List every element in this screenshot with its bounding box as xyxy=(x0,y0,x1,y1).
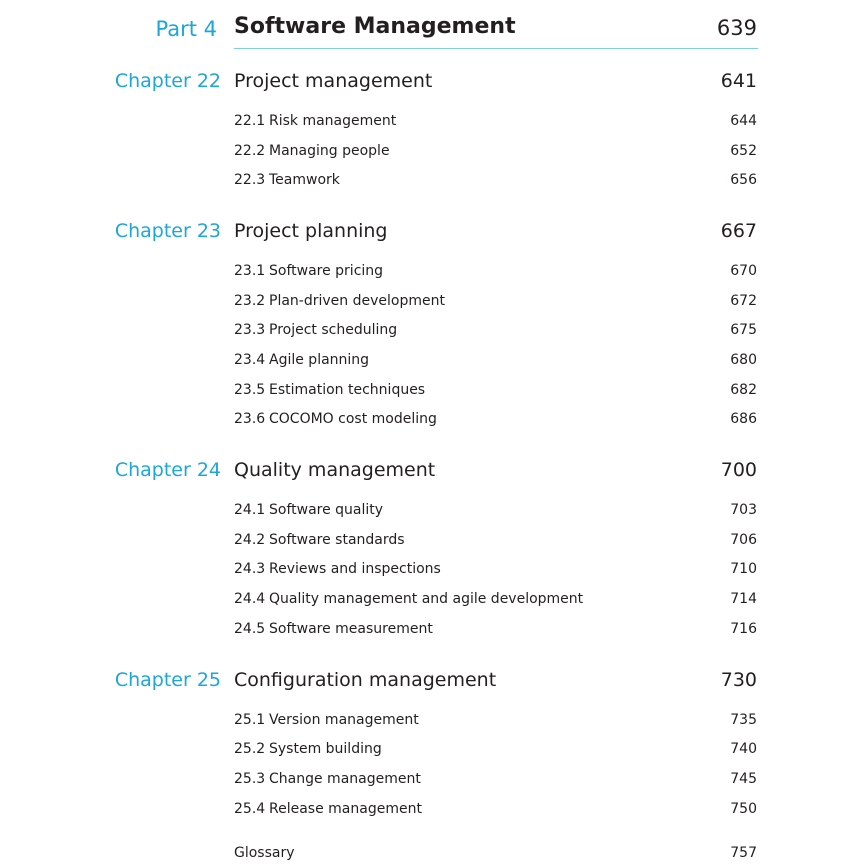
section-title: Risk management xyxy=(269,113,397,129)
section-page-number: 750 xyxy=(730,801,757,817)
section-number: 22.3 xyxy=(234,172,266,188)
section-number: 23.4 xyxy=(234,352,266,368)
section-number: 24.5 xyxy=(234,621,266,637)
section-title: Release management xyxy=(269,801,422,817)
chapter-heading xyxy=(0,70,867,100)
section-page-number: 656 xyxy=(730,172,757,188)
section-title: Reviews and inspections xyxy=(269,561,441,577)
section-page-number: 735 xyxy=(730,712,757,728)
section-number: 23.6 xyxy=(234,411,266,427)
section-page-number: 675 xyxy=(730,322,757,338)
part-page-number: 639 xyxy=(716,16,757,40)
part-divider xyxy=(234,48,758,49)
section-page-number: 710 xyxy=(730,561,757,577)
section-title: Version management xyxy=(269,712,419,728)
section-entry xyxy=(0,263,867,285)
section-number: 24.4 xyxy=(234,591,266,607)
chapter-title: Project management xyxy=(234,70,433,92)
chapter-page-number: 700 xyxy=(720,459,757,481)
section-title: Agile planning xyxy=(269,352,370,368)
chapter-page-number: 641 xyxy=(720,70,757,92)
section-number: 24.3 xyxy=(234,561,266,577)
section-title: Software standards xyxy=(269,532,405,548)
section-page-number: 740 xyxy=(730,741,757,757)
section-entry xyxy=(0,382,867,404)
section-number: 25.4 xyxy=(234,801,266,817)
section-title: Software pricing xyxy=(269,263,384,279)
backmatter-title: Glossary xyxy=(234,845,295,861)
section-entry xyxy=(0,771,867,793)
section-entry xyxy=(0,502,867,524)
section-page-number: 706 xyxy=(730,532,757,548)
section-entry xyxy=(0,411,867,433)
section-title: System building xyxy=(269,741,382,757)
section-entry xyxy=(0,532,867,554)
section-title: Teamwork xyxy=(269,172,340,188)
part-label: Part 4 xyxy=(155,17,217,41)
section-title: COCOMO cost modeling xyxy=(269,411,437,427)
section-page-number: 672 xyxy=(730,293,757,309)
section-number: 23.3 xyxy=(234,322,266,338)
section-number: 22.2 xyxy=(234,143,266,159)
section-title: Quality management and agile development xyxy=(269,591,584,607)
section-title: Software measurement xyxy=(269,621,433,637)
section-number: 24.2 xyxy=(234,532,266,548)
section-title: Project scheduling xyxy=(269,322,398,338)
part-title: Software Management xyxy=(234,14,516,39)
section-entry xyxy=(0,561,867,583)
section-page-number: 680 xyxy=(730,352,757,368)
section-entry xyxy=(0,143,867,165)
chapter-heading xyxy=(0,220,867,250)
section-page-number: 703 xyxy=(730,502,757,518)
section-page-number: 714 xyxy=(730,591,757,607)
backmatter-entry xyxy=(0,845,867,867)
section-number: 22.1 xyxy=(234,113,266,129)
chapter-label: Chapter 25 xyxy=(114,669,221,691)
section-entry xyxy=(0,322,867,344)
section-entry xyxy=(0,591,867,613)
chapter-label: Chapter 23 xyxy=(114,220,221,242)
section-entry xyxy=(0,801,867,823)
section-entry xyxy=(0,621,867,643)
section-page-number: 686 xyxy=(730,411,757,427)
section-entry xyxy=(0,352,867,374)
section-number: 23.1 xyxy=(234,263,266,279)
section-title: Managing people xyxy=(269,143,390,159)
section-title: Software quality xyxy=(269,502,384,518)
section-entry xyxy=(0,113,867,135)
chapter-heading xyxy=(0,459,867,489)
chapter-heading xyxy=(0,669,867,699)
section-page-number: 716 xyxy=(730,621,757,637)
section-title: Estimation techniques xyxy=(269,382,426,398)
chapter-label: Chapter 24 xyxy=(114,459,221,481)
section-number: 23.2 xyxy=(234,293,266,309)
chapter-title: Project planning xyxy=(234,220,388,242)
section-page-number: 682 xyxy=(730,382,757,398)
section-entry xyxy=(0,293,867,315)
chapter-page-number: 730 xyxy=(720,669,757,691)
section-number: 25.1 xyxy=(234,712,266,728)
section-number: 25.3 xyxy=(234,771,266,787)
section-number: 25.2 xyxy=(234,741,266,757)
section-page-number: 652 xyxy=(730,143,757,159)
section-title: Change management xyxy=(269,771,421,787)
chapter-label: Chapter 22 xyxy=(114,70,221,92)
section-page-number: 670 xyxy=(730,263,757,279)
chapter-page-number: 667 xyxy=(720,220,757,242)
section-number: 23.5 xyxy=(234,382,266,398)
section-title: Plan-driven development xyxy=(269,293,445,309)
backmatter-page-number: 757 xyxy=(730,845,757,861)
section-number: 24.1 xyxy=(234,502,266,518)
section-page-number: 644 xyxy=(730,113,757,129)
chapter-title: Quality management xyxy=(234,459,436,481)
section-entry xyxy=(0,712,867,734)
chapter-title: Configuration management xyxy=(234,669,497,691)
section-entry xyxy=(0,172,867,194)
section-page-number: 745 xyxy=(730,771,757,787)
section-entry xyxy=(0,741,867,763)
